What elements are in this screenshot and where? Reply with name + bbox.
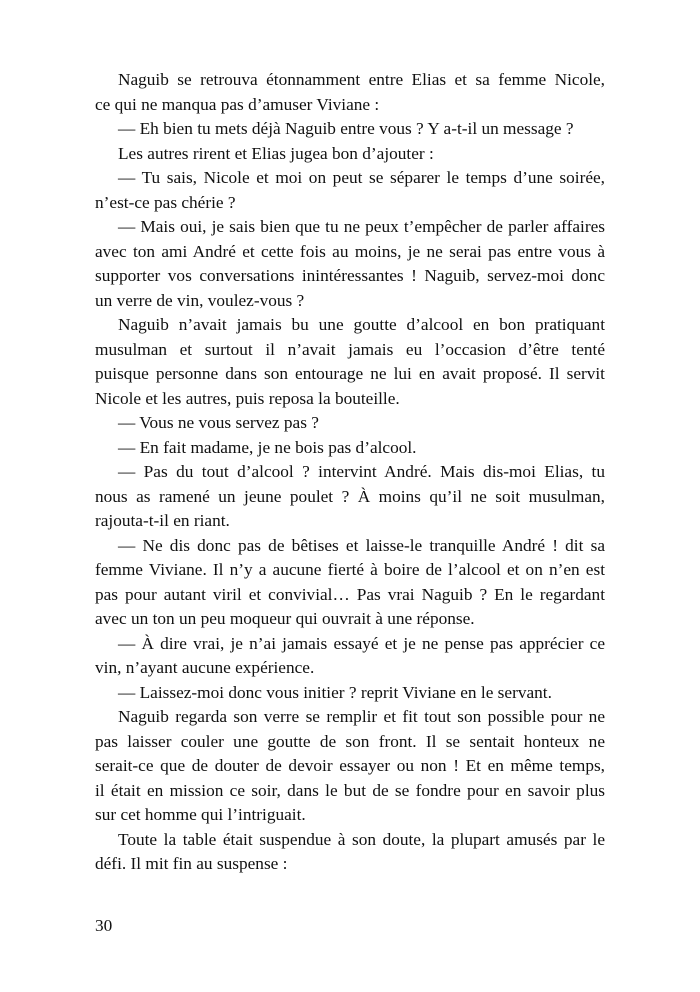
text-line: nous as ramené un jeune poulet ? À moins qu’il ne soit musulman,: [95, 486, 605, 506]
text-line: — Pas du tout d’alcool ? intervint André. Mais dis-moi Elias, tu: [118, 462, 605, 481]
text-line: Toute la table était suspendue à son doute, la plupart amusés par le: [118, 829, 605, 849]
text-line: femme Viviane. Il n’y a aucune fierté à boire de l’alcool et on n’en est: [95, 560, 605, 579]
page-number: 30: [95, 916, 113, 935]
text-line: musulman et surtout il n’avait jamais eu l’occasion d’être tenté: [95, 339, 605, 359]
text-line: défi. Il mit fin au suspense :: [95, 854, 288, 873]
text-line: — Ne dis donc pas de bêtises et laisse-le tranquille André ! dit sa: [118, 535, 605, 555]
text-line: Naguib n’avait jamais bu une goutte d’alcool en bon pratiquant: [118, 315, 605, 334]
text-line: — Laissez-moi donc vous initier ? reprit Viviane en le servant.: [118, 682, 552, 702]
text-line: avec un ton un peu moqueur qui ouvrait à une réponse.: [95, 609, 475, 628]
text-line: supporter vos conversations inintéressantes ! Naguib, servez-moi donc: [95, 266, 605, 285]
text-line: sur cet homme qui l’intriguait.: [95, 805, 306, 824]
body-text: [95, 68, 605, 877]
text-line: n’est-ce pas chérie ?: [95, 192, 236, 212]
text-line: Naguib regarda son verre se remplir et fit tout son possible pour ne: [118, 707, 605, 726]
text-line: — Vous ne vous servez pas ?: [118, 413, 319, 432]
text-line: il était en mission ce soir, dans le but de se fondre pour en savoir plus: [95, 780, 605, 800]
text-line: — À dire vrai, je n’ai jamais essayé et je ne pense pas apprécier ce: [118, 633, 605, 653]
text-line: — Tu sais, Nicole et moi on peut se séparer le temps d’une soirée,: [118, 168, 605, 187]
text-line: Les autres rirent et Elias jugea bon d’ajouter :: [118, 143, 434, 163]
text-line: — En fait madame, je ne bois pas d’alcool.: [118, 437, 417, 457]
text-line: puisque personne dans son entourage ne lui en avait proposé. Il servit: [95, 364, 605, 383]
text-line: pas laisser couler une goutte de son front. Il se sentait honteux ne: [95, 731, 605, 751]
text-line: avec ton ami André et cette fois au moins, je ne serai pas entre vous à: [95, 241, 605, 261]
text-line: — Eh bien tu mets déjà Naguib entre vous ? Y a-t-il un message ?: [118, 119, 574, 138]
text-line: ce qui ne manqua pas d’amuser Viviane :: [95, 94, 380, 114]
text-line: Naguib se retrouva étonnamment entre Elias et sa femme Nicole,: [118, 70, 605, 89]
text-line: — Mais oui, je sais bien que tu ne peux t’empêcher de parler affaires: [118, 217, 605, 236]
text-line: pas pour autant viril et convivial… Pas vrai Naguib ? En le regardant: [95, 584, 605, 604]
text-line: vin, n’ayant aucune expérience.: [95, 658, 315, 677]
text-line: Nicole et les autres, puis reposa la bouteille.: [95, 388, 400, 408]
text-line: rajouta-t-il en riant.: [95, 511, 230, 530]
text-line: serait-ce que de douter de devoir essayer ou non ! Et en même temps,: [95, 756, 605, 775]
text-line: un verre de vin, voulez-vous ?: [95, 290, 305, 310]
